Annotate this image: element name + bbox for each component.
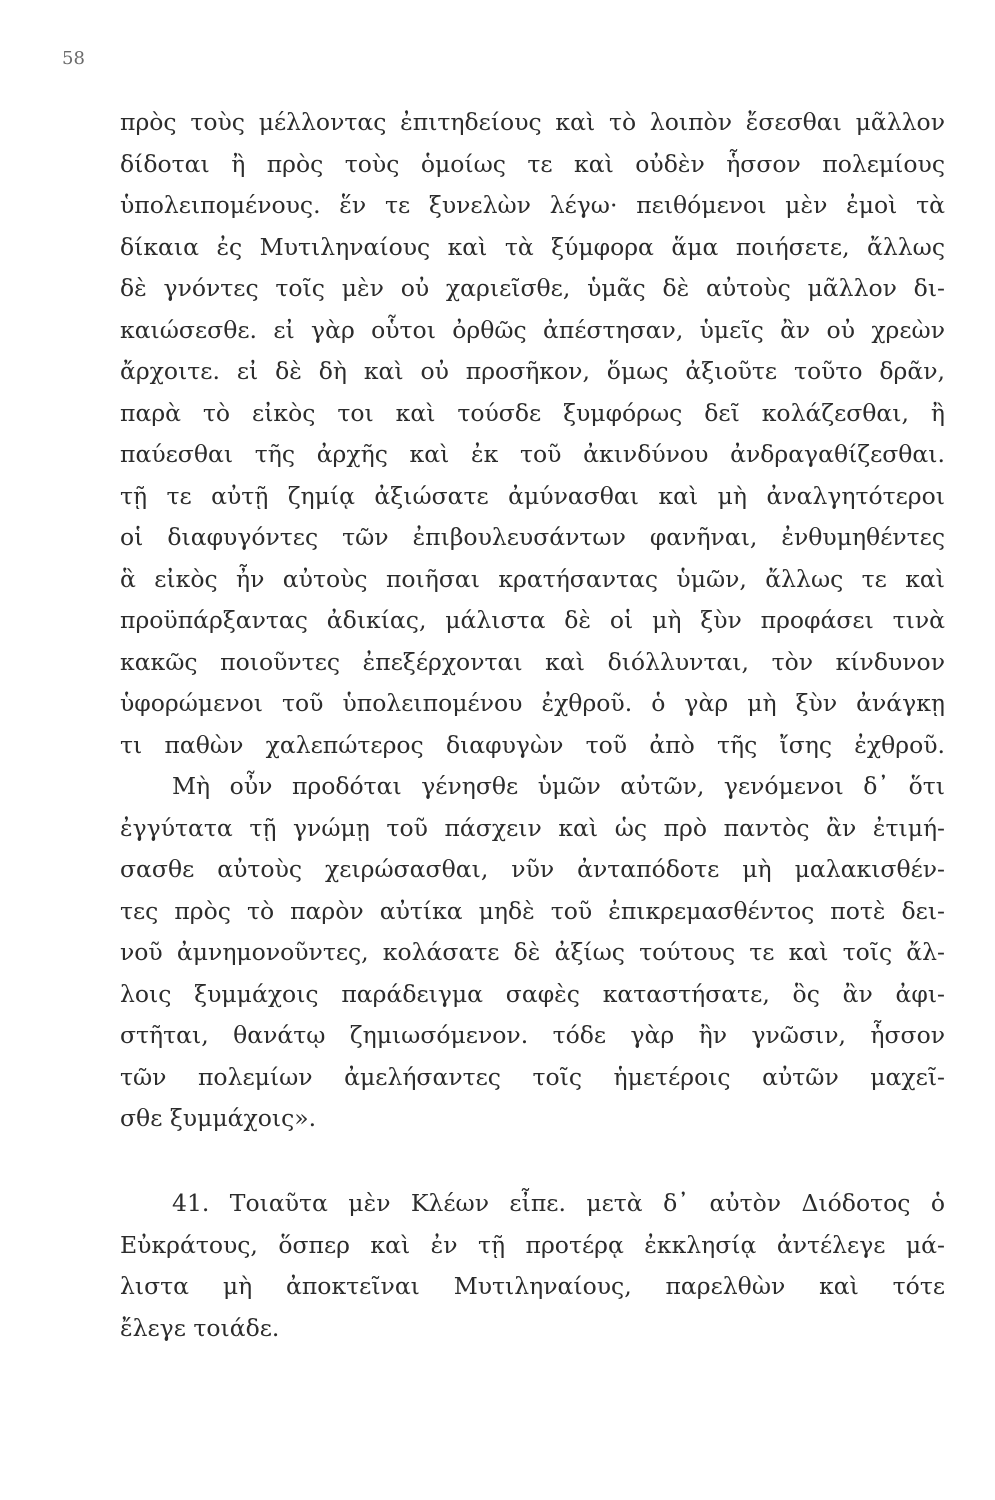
- page-number: 58: [62, 48, 85, 69]
- text-line: παύεσθαι τῆς ἀρχῆς καὶ ἐκ τοῦ ἀκινδύνου ἀνδραγαθίζεσθαι.: [120, 440, 945, 468]
- text-line: ἐγγύτατα τῇ γνώμῃ τοῦ πάσχειν καὶ ὡς πρὸ παντὸς ἂν ἐτιμή-: [120, 813, 945, 842]
- text-line: προϋπάρξαντας ἀδικίας, μάλιστα δὲ οἱ μὴ ξὺν προφάσει τινὰ: [120, 606, 945, 634]
- text-line: ὑπολειπομένους. ἕν τε ξυνελὼν λέγω· πειθόμενοι μὲν ἐμοὶ τὰ: [120, 191, 945, 219]
- text-line: καιώσεσθε. εἰ γὰρ οὗτοι ὀρθῶς ἀπέστησαν, ὑμεῖς ἂν οὐ χρεὼν: [120, 315, 945, 344]
- chapter-41-text: [120, 1183, 945, 1349]
- text-line: πρὸς τοὺς μέλλοντας ἐπιτηδείους καὶ τὸ λοιπὸν ἔσεσθαι μᾶλλον: [120, 108, 945, 136]
- main-text: [120, 102, 945, 1140]
- text-line: ἄρχοιτε. εἰ δὲ δὴ καὶ οὐ προσῆκον, ὅμως ἀξιοῦτε τοῦτο δρᾶν,: [120, 357, 945, 385]
- text-line: τες πρὸς τὸ παρὸν αὐτίκα μηδὲ τοῦ ἐπικρεμασθέντος ποτὲ δει-: [120, 896, 945, 925]
- text-line: τῶν πολεμίων ἀμελήσαντες τοῖς ἡμετέροις αὐτῶν μαχεῖ-: [120, 1062, 945, 1091]
- text-line: Μὴ οὖν προδόται γένησθε ὑμῶν αὐτῶν, γενόμενοι δ᾽ ὅτι: [172, 772, 945, 800]
- text-line: 41. Τοιαῦτα μὲν Κλέων εἶπε. μετὰ δ᾽ αὐτὸν Διόδοτος ὁ: [172, 1189, 945, 1217]
- text-line: ἃ εἰκὸς ἦν αὐτοὺς ποιῆσαι κρατήσαντας ὑμῶν, ἄλλως τε καὶ: [120, 564, 945, 593]
- text-line: ὑφορώμενοι τοῦ ὑπολειπομένου ἐχθροῦ. ὁ γὰρ μὴ ξὺν ἀνάγκῃ: [120, 689, 945, 717]
- text-line: οἱ διαφυγόντες τῶν ἐπιβουλευσάντων φανῆναι, ἐνθυμηθέντες: [120, 523, 945, 551]
- text-line: σθε ξυμμάχοις».: [120, 1104, 317, 1132]
- text-line: τι παθὼν χαλεπώτερος διαφυγὼν τοῦ ἀπὸ τῆς ἴσης ἐχθροῦ.: [120, 730, 945, 759]
- text-line: δὲ γνόντες τοῖς μὲν οὐ χαριεῖσθε, ὑμᾶς δὲ αὐτοὺς μᾶλλον δι-: [120, 274, 945, 302]
- text-line: Εὐκράτους, ὅσπερ καὶ ἐν τῇ προτέρᾳ ἐκκλησίᾳ ἀντέλεγε μά-: [120, 1230, 945, 1259]
- text-line: δίκαια ἐς Μυτιληναίους καὶ τὰ ξύμφορα ἅμα ποιήσετε, ἄλλως: [120, 232, 945, 261]
- text-line: νοῦ ἀμνημονοῦντες, κολάσατε δὲ ἀξίως τούτους τε καὶ τοῖς ἄλ-: [120, 938, 945, 966]
- text-line: λιστα μὴ ἀποκτεῖναι Μυτιληναίους, παρελθὼν καὶ τότε: [120, 1272, 945, 1300]
- text-line: στῆται, θανάτῳ ζημιωσόμενον. τόδε γὰρ ἢν γνῶσιν, ἧσσον: [120, 1021, 945, 1049]
- text-line: τῇ τε αὐτῇ ζημίᾳ ἀξιώσατε ἀμύνασθαι καὶ μὴ ἀναλγητότεροι: [120, 481, 945, 510]
- text-line: κακῶς ποιοῦντες ἐπεξέρχονται καὶ διόλλυνται, τὸν κίνδυνον: [120, 647, 945, 676]
- text-line: παρὰ τὸ εἰκὸς τοι καὶ τούσδε ξυμφόρως δεῖ κολάζεσθαι, ἢ: [120, 398, 945, 427]
- text-line: λοις ξυμμάχοις παράδειγμα σαφὲς καταστήσατε, ὃς ἂν ἀφι-: [120, 979, 945, 1008]
- text-line: σασθε αὐτοὺς χειρώσασθαι, νῦν ἀνταπόδοτε μὴ μαλακισθέν-: [120, 855, 945, 883]
- text-line: ἔλεγε τοιάδε.: [120, 1313, 280, 1342]
- text-line: δίδοται ἢ πρὸς τοὺς ὁμοίως τε καὶ οὐδὲν ἧσσον πολεμίους: [120, 149, 945, 178]
